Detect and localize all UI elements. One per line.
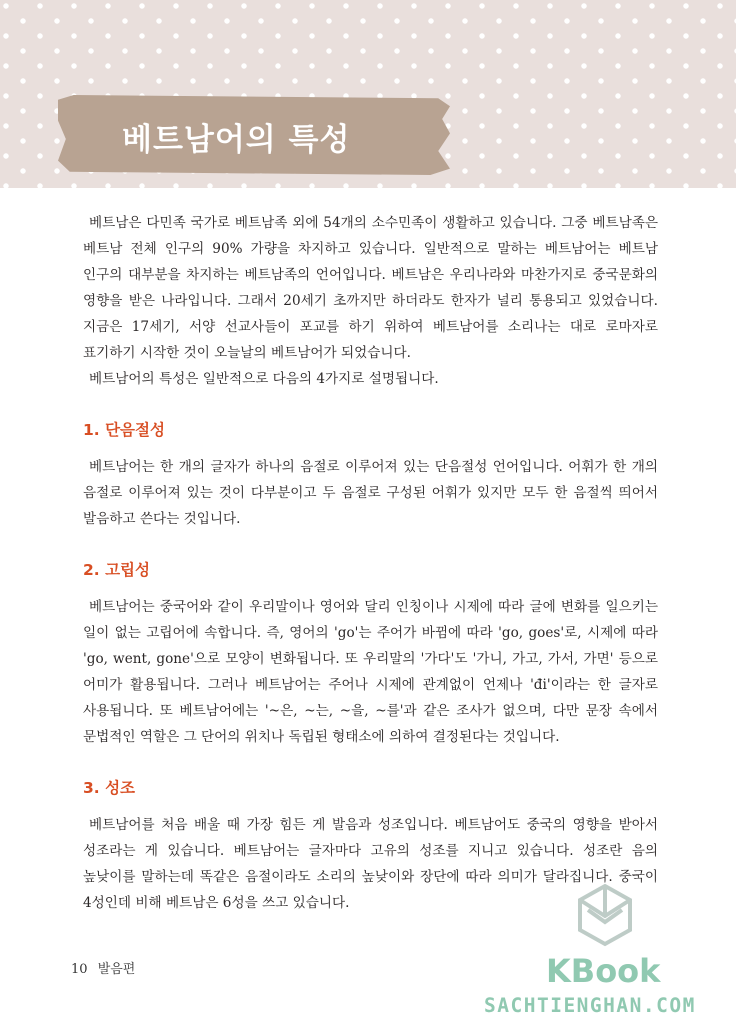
watermark — [478, 882, 728, 1017]
page-number: 10 — [71, 962, 88, 977]
section-body-monosyllabic: 베트남어는 한 개의 글자가 하나의 음절로 이루어져 있는 단음절성 언어입니다. 어휘가 한 개의 음절로 이루어져 있는 것이 다부분이고 두 음절로 구성된 어휘가 있지만 모두 한 음절씩 띄어서 발음하고 쓴다는 것입니다. — [83, 459, 658, 527]
section-heading-tones: 3. 성조 — [83, 779, 136, 797]
watermark-url: SACHTIENGHAN.COM — [484, 994, 696, 1017]
watermark-logo-text: KBook — [546, 952, 661, 990]
section-heading-monosyllabic: 1. 단음절성 — [83, 421, 165, 439]
main-content — [83, 210, 658, 916]
book-logo-icon — [570, 882, 640, 950]
footer-section-name: 발음편 — [97, 962, 136, 977]
page-title: 베트남어의 특성 — [122, 122, 351, 158]
section-body-isolating: 베트남어는 중국어와 같이 우리말이나 영어와 달리 인칭이나 시제에 따라 글에 변화를 일으키는 일이 없는 고립어에 속합니다. 즉, 영어의 'go'는 주어가 바뀜에 따라 'go, goes'로, 시제에 따라 'go, went, gone'으로 모양이 변화됩니다. 또 우리말의 '가다'도 '가니, 가고, 가서, 가면' 등으로 어미가 활용됩니다. 그러나 베트남어는 주어나 시제에 관계없이 언제나 'đi'이라는 한 글자로 사용됩니다. 또 베트남어에는 '~은, ~는, ~을, ~를'과 같은 조사가 없으며, 다만 문장 속에서 문법적인 역할은 그 단어의 위치나 독립된 형태소에 의하여 결정된다는 것입니다. — [83, 599, 658, 745]
intro-paragraph-2: 베트남어의 특성은 일반적으로 다음의 4가지로 설명됩니다. — [89, 371, 439, 387]
section-body-tones: 베트남어를 처음 배울 때 가장 힘든 게 발음과 성조입니다. 베트남어도 중국의 영향을 받아서 성조라는 게 있습니다. 베트남어는 글자마다 고유의 성조를 지니고 있습니다. 성조란 음의 높낮이를 말하는데 똑같은 음절이라도 소리의 높낮이와 장단에 따라 의미가 달라집니다. 중국이 4성인데 비해 베트남은 6성을 쓰고 있습니다. — [83, 817, 658, 911]
section-heading-isolating: 2. 고립성 — [83, 561, 150, 579]
intro-paragraph-1: 베트남은 다민족 국가로 베트남족 외에 54개의 소수민족이 생활하고 있습니다. 그중 베트남족은 베트남 전체 인구의 90% 가량을 차지하고 있습니다. 일반적으로 말하는 베트남어는 베트남 인구의 대부분을 차지하는 베트남족의 언어입니다. 베트남은 우리나라와 마찬가지로 중국문화의 영향을 받은 나라입니다. 그래서 20세기 초까지만 하더라도 한자가 널리 통용되고 있었습니다. 지금은 17세기, 서양 선교사들이 포교를 하기 위하여 베트남어를 소리나는 대로 로마자로 표기하기 시작한 것이 오늘날의 베트남어가 되었습니다. — [83, 215, 658, 361]
page-footer — [71, 958, 141, 977]
